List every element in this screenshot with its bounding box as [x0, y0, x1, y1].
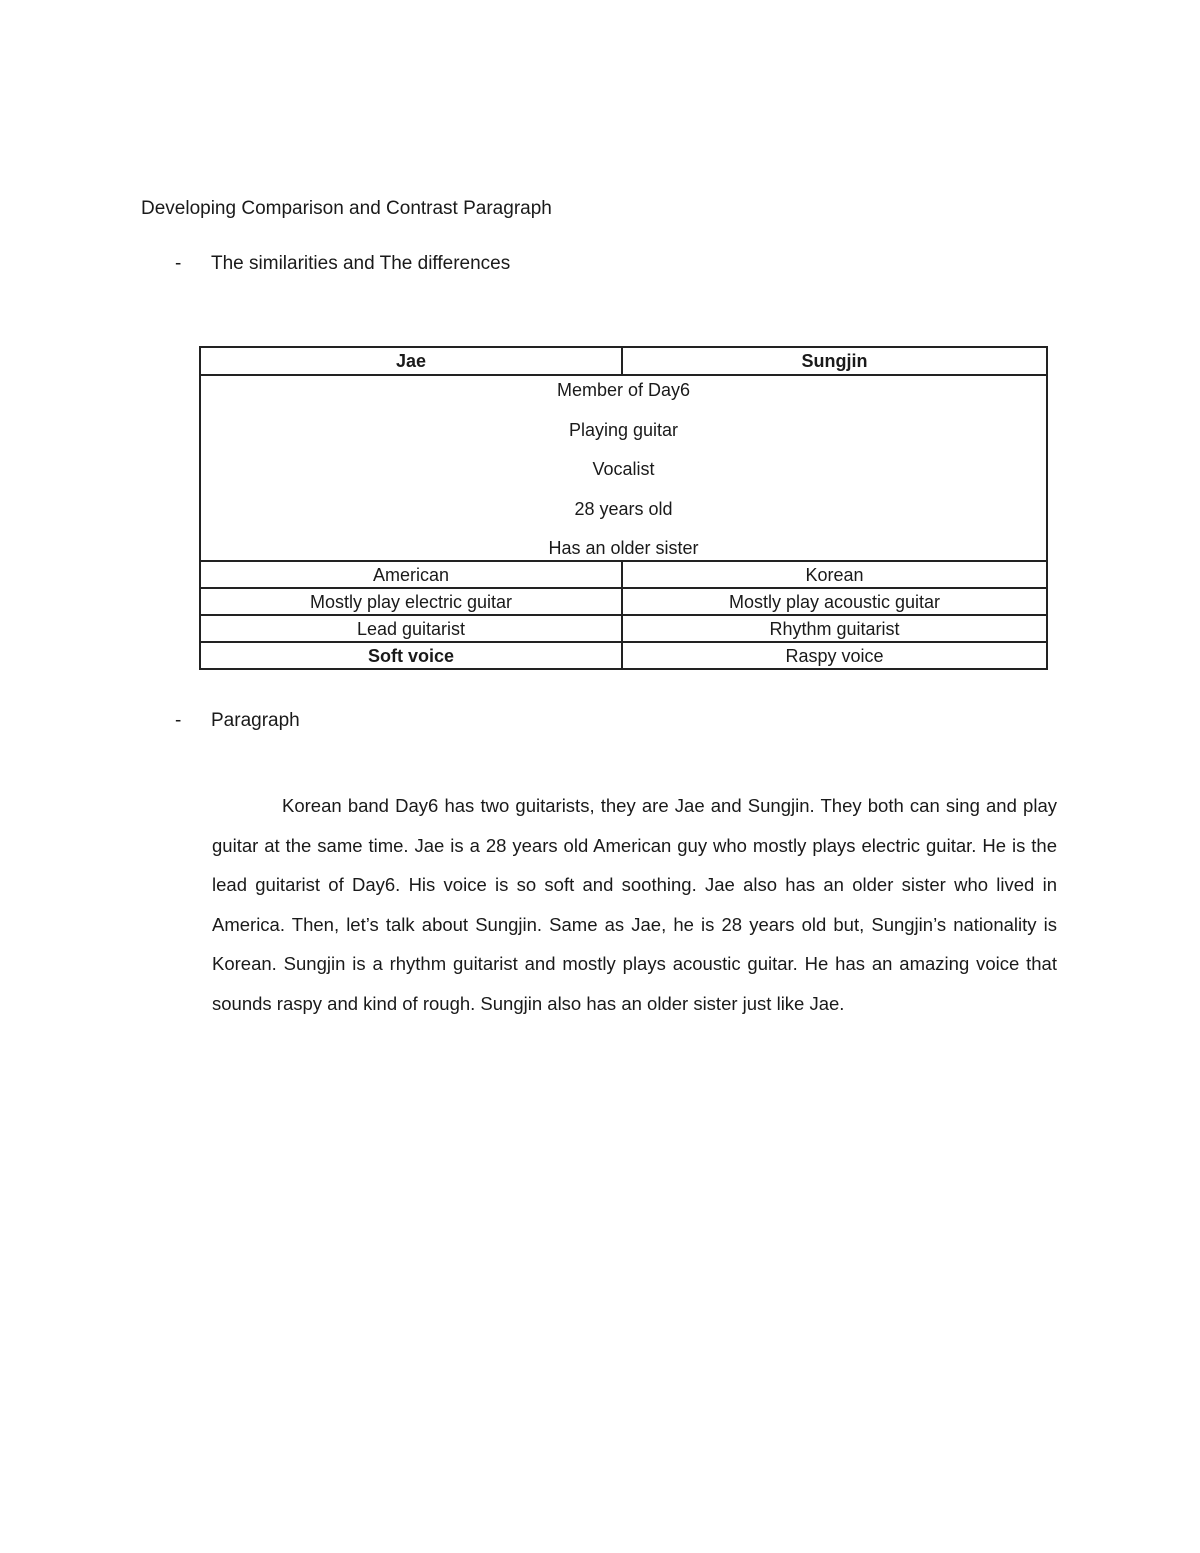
page-title: Developing Comparison and Contrast Paragraph: [141, 198, 552, 219]
sungjin-cell: Rhythm guitarist: [622, 615, 1047, 642]
jae-cell: Mostly play electric guitar: [200, 588, 622, 615]
bullet-paragraph: [175, 710, 300, 732]
header-jae: Jae: [200, 347, 622, 375]
table-row: [200, 561, 1047, 588]
jae-cell: Soft voice: [200, 642, 622, 669]
shared-trait: Vocalist: [592, 459, 655, 479]
jae-cell: American: [200, 561, 622, 588]
bullet-similarities: [175, 253, 510, 275]
shared-trait: Playing guitar: [568, 419, 679, 440]
shared-trait: Has an older sister: [548, 538, 699, 558]
bullet-dash: -: [175, 710, 182, 731]
sungjin-cell: Korean: [622, 561, 1047, 588]
shared-trait: 28 years old: [574, 498, 673, 519]
table-header-row: [200, 347, 1047, 375]
jae-cell: Lead guitarist: [200, 615, 622, 642]
body-paragraph: Korean band Day6 has two guitarists, they are Jae and Sungjin. They both can sing and play guitar at the same time. Jae is a 28 years old American guy who mostly plays electric guitar. He is the lead guitarist of Day6. His voice is so soft and soothing. Jae also has an older sister who lived in America. Then, let’s talk about Sungjin. Same as Jae, he is 28 years old but, Sungjin’s nationality is Korean. Sungjin is a rhythm guitarist and mostly plays acoustic guitar. He has an amazing voice that sounds raspy and kind of rough. Sungjin also has an older sister just like Jae.: [212, 795, 1057, 1014]
sungjin-cell: Raspy voice: [622, 642, 1047, 669]
table-row: [200, 642, 1047, 669]
table-row: [200, 615, 1047, 642]
header-sungjin: Sungjin: [622, 347, 1047, 375]
table-row: [200, 588, 1047, 615]
bullet-dash: -: [175, 253, 182, 274]
bullet-text: Paragraph: [211, 710, 300, 731]
shared-traits-row: [200, 375, 1047, 561]
sungjin-cell: Mostly play acoustic guitar: [622, 588, 1047, 615]
comparison-table: [199, 346, 1048, 670]
bullet-text: The similarities and The differences: [211, 253, 511, 274]
shared-traits-cell: [200, 375, 1047, 561]
shared-trait: Member of Day6: [556, 380, 691, 400]
